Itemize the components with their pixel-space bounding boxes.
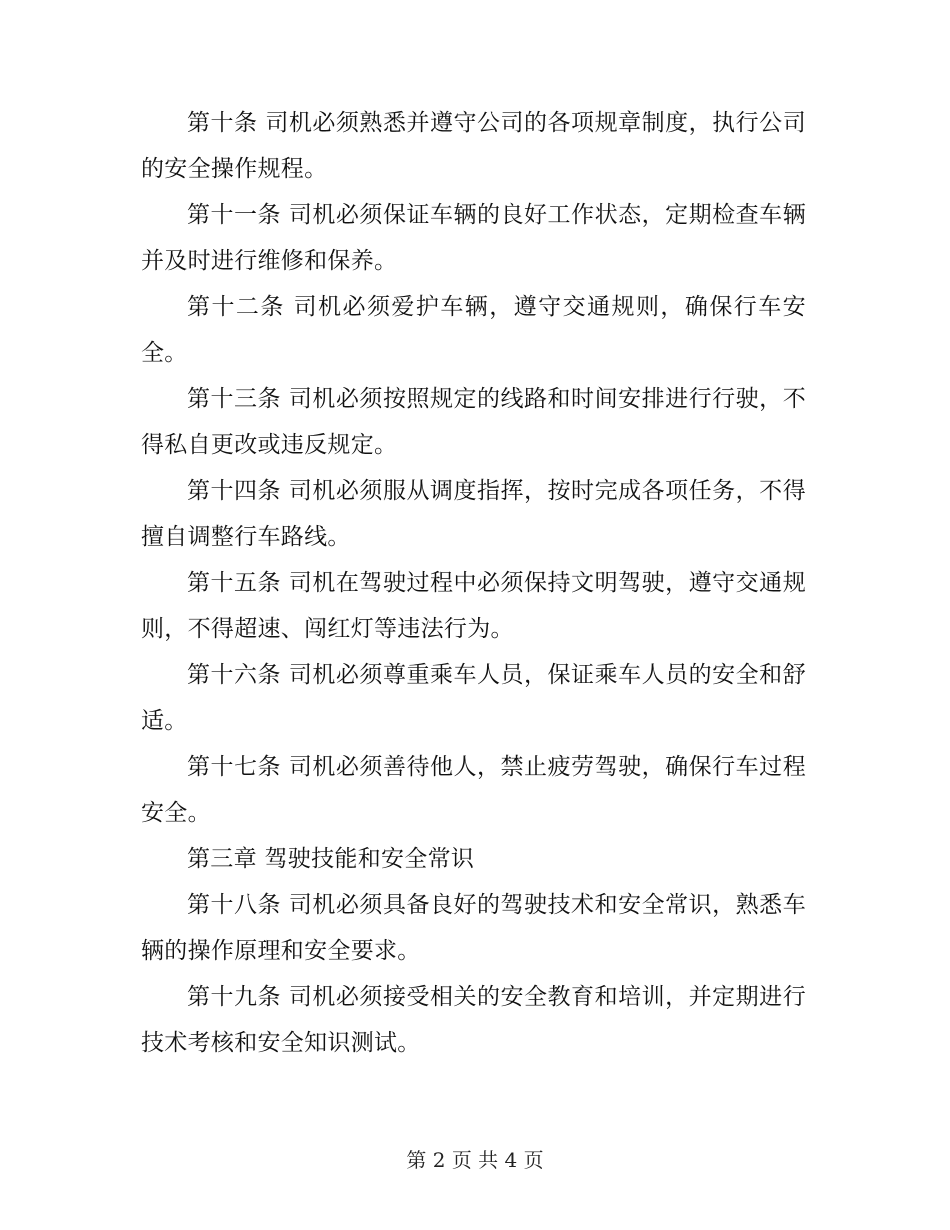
article-18: 第十八条 司机必须具备良好的驾驶技术和安全常识，熟悉车辆的操作原理和安全要求。 [141,892,806,964]
article-15: 第十五条 司机在驾驶过程中必须保持文明驾驶，遵守交通规则，不得超速、闯红灯等违法行为。 [141,570,806,642]
document-body [141,100,806,1066]
article-13: 第十三条 司机必须按照规定的线路和时间安排进行行驶，不得私自更改或违反规定。 [141,386,806,458]
article-11: 第十一条 司机必须保证车辆的良好工作状态，定期检查车辆并及时进行维修和保养。 [141,202,806,274]
article-17: 第十七条 司机必须善待他人，禁止疲劳驾驶，确保行车过程安全。 [141,754,806,826]
article-12: 第十二条 司机必须爱护车辆，遵守交通规则，确保行车安全。 [141,294,806,366]
article-19: 第十九条 司机必须接受相关的安全教育和培训，并定期进行技术考核和安全知识测试。 [141,984,806,1056]
chapter-3-heading: 第三章 驾驶技能和安全常识 [187,846,475,872]
article-16: 第十六条 司机必须尊重乘车人员，保证乘车人员的安全和舒适。 [141,662,806,734]
page-number-footer: 第 2 页 共 4 页 [406,1148,544,1172]
article-10: 第十条 司机必须熟悉并遵守公司的各项规章制度，执行公司的安全操作规程。 [141,110,806,182]
article-14: 第十四条 司机必须服从调度指挥，按时完成各项任务，不得擅自调整行车路线。 [141,478,806,550]
